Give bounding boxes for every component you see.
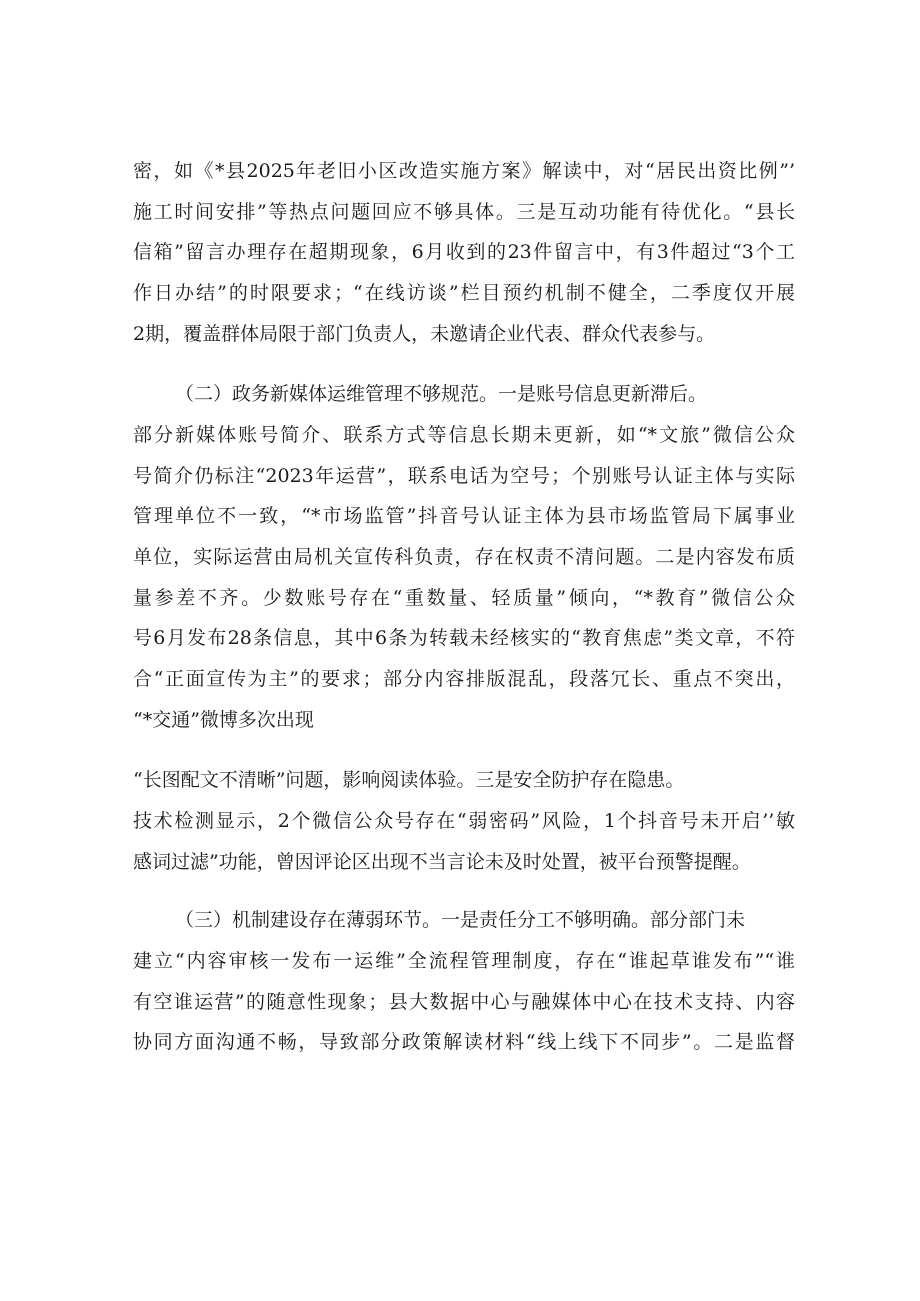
body-text-line: 协同方面沟通不畅，导致部分政策解读材料“线上线下不同步”。二是监督 <box>133 1031 795 1053</box>
body-text-line: 作日办结”的时限要求；“在线访谈”栏目预约机制不健全，二季度仅开展 <box>133 282 795 304</box>
body-text-line: 部分新媒体账号简介、联系方式等信息长期未更新，如“*文旅”微信公众 <box>133 424 795 446</box>
body-text-line: 单位，实际运营由局机关宣传科负责，存在权责不清问题。二是内容发布质 <box>133 546 795 568</box>
body-text-line: 号6月发布28条信息，其中6条为转载未经核实的“教育焦虑”类文章，不符 <box>133 627 795 649</box>
body-text-line: 建立“内容审核一发布一运维”全流程管理制度，存在“谁起草谁发布”“谁 <box>133 950 795 972</box>
body-text-line: 施工时间安排”等热点问题回应不够具体。三是互动功能有待优化。“县长 <box>133 201 795 223</box>
body-text-line: 管理单位不一致，“*市场监管”抖音号认证主体为县市场监管局下属事业 <box>133 505 795 527</box>
body-text-line: 2期，覆盖群体局限于部门负责人，未邀请企业代表、群众代表参与。 <box>133 323 716 345</box>
body-text-line: 合“正面宣传为主”的要求；部分内容排版混乱，段落冗长、重点不突出， <box>133 668 795 690</box>
body-text-line: 量参差不齐。少数账号存在“重数量、轻质量”倾向，“*教育”微信公众 <box>133 587 795 609</box>
section-heading-line: （三）机制建设存在薄弱环节。一是责任分工不够明确。部分部门未 <box>175 909 746 931</box>
body-text-line: 号简介仍标注“2023年运营”，联系电话为空号；个别账号认证主体与实际 <box>133 465 795 487</box>
body-text-line: “长图配文不清晰”问题，影响阅读体验。三是安全防护存在隐患。 <box>133 769 685 791</box>
body-text-line: 有空谁运营”的随意性现象；县大数据中心与融媒体中心在技术支持、内容 <box>133 991 795 1013</box>
body-text-line: “*交通”微博多次出现 <box>133 709 314 731</box>
body-text-line: 密，如《*县2025年老旧小区改造实施方案》解读中，对“居民出资比例”’ <box>133 160 795 182</box>
body-text-line: 信箱”留言办理存在超期现象，6月收到的23件留言中，有3件超过“3个工 <box>133 241 795 263</box>
body-text-line: 感词过滤”功能，曾因评论区出现不当言论未及时处置，被平台预警提醒。 <box>133 851 751 873</box>
section-heading-line: （二）政务新媒体运维管理不够规范。一是账号信息更新滞后。 <box>175 383 708 405</box>
body-text-line: 技术检测显示，2个微信公众号存在“弱密码”风险，1个抖音号未开启’’敏 <box>133 810 795 832</box>
